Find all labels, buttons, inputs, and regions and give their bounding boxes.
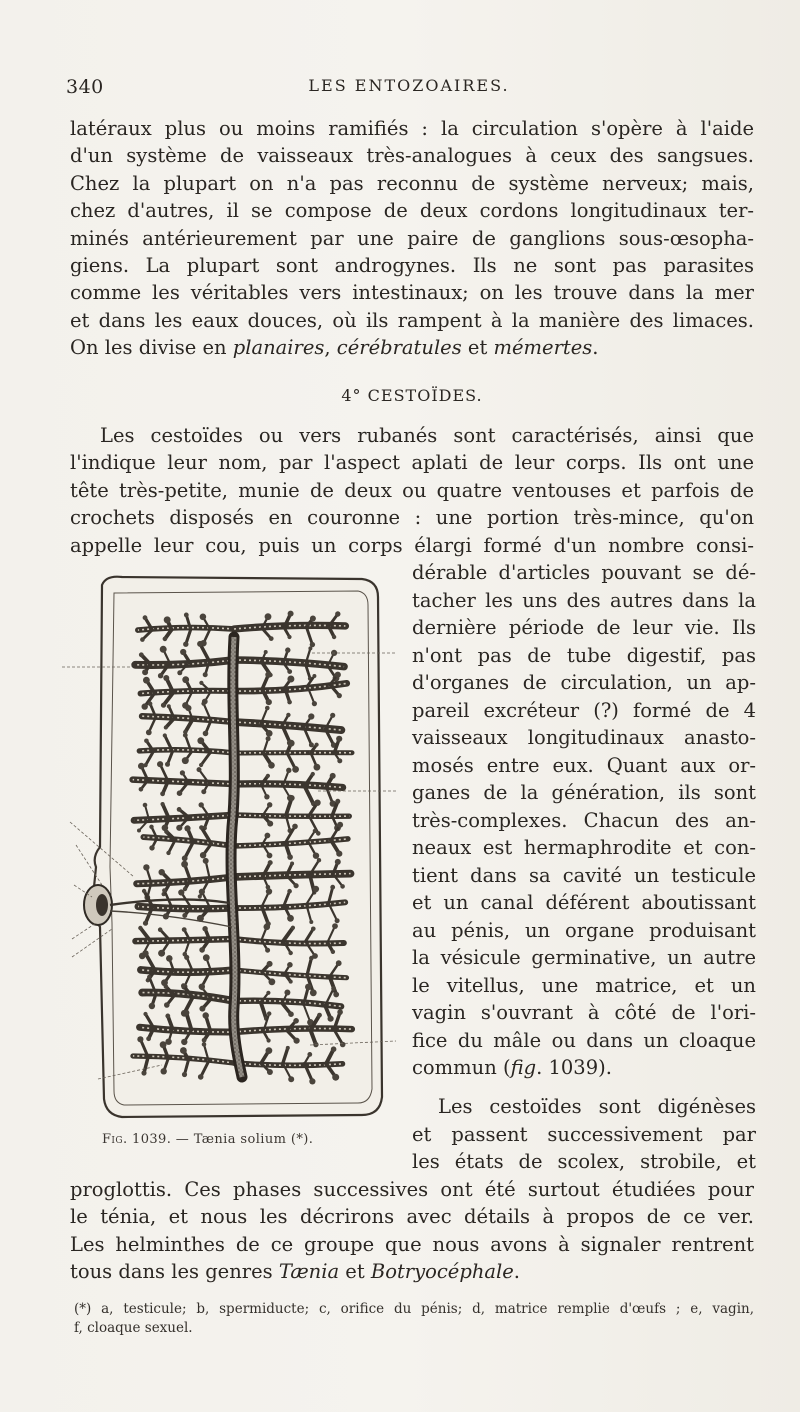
uterus-twig-tip: [180, 649, 186, 655]
uterus-twig-tip: [289, 980, 293, 984]
text-fragment: .: [513, 1260, 520, 1284]
uterus-twig-tip: [267, 1038, 271, 1042]
uterus-twig-tip: [336, 736, 342, 742]
uterus-twig-tip: [266, 699, 272, 705]
uterus-twig-tip: [265, 833, 271, 839]
text-line: le ténia, et nous les décrirons avec détails à propos de ce ver.: [70, 1205, 754, 1229]
text-line: d'un système de vaisseaux très-analogues à ceux des sangsues.: [70, 144, 754, 168]
uterus-twig-tip: [328, 1016, 334, 1022]
uterus-twig-tip: [139, 787, 144, 792]
uterus-twig-tip: [337, 758, 342, 763]
uterus-twig-tip: [176, 825, 182, 831]
uterus-twig-tip: [330, 773, 336, 779]
uterus-twig-tip: [166, 955, 173, 962]
uterus-twig-tip: [294, 883, 299, 888]
text-fragment: .: [592, 336, 599, 360]
uterus-twig-tip: [266, 991, 270, 995]
uterus-twig-tip: [160, 791, 165, 796]
uterus-twig-tip: [180, 770, 185, 775]
uterus-twig-tip: [166, 851, 170, 855]
genus-botryocephale: Botryocéphale: [370, 1260, 514, 1284]
uterus-twig-tip: [143, 864, 149, 870]
uterus-twig-tip: [331, 986, 336, 991]
uterus-twig-tip: [182, 757, 189, 764]
uterus-twig-tip: [199, 889, 205, 895]
uterus-twig-tip: [268, 762, 275, 769]
figure-caption: [102, 1132, 313, 1147]
uterus-twig-tip: [143, 1012, 147, 1016]
uterus-twig-tip: [310, 616, 316, 622]
uterus-twig-tip: [267, 961, 273, 967]
uterus-twig-tip: [162, 888, 166, 892]
uterus-twig-tip: [144, 739, 149, 744]
uterus-twig-tip: [265, 671, 271, 677]
uterus-twig-tip: [202, 1042, 207, 1047]
uterus-twig-tip: [182, 676, 189, 683]
uterus-twig-tip: [185, 705, 191, 711]
uterus-twig-tip: [147, 975, 151, 979]
uterus-twig-tip: [293, 1018, 299, 1024]
uterus-twig-tip: [203, 858, 209, 864]
paragraph-digeneses-column: [412, 1093, 756, 1176]
uterus-twig-tip: [161, 703, 166, 708]
uterus-twig-tip: [309, 920, 313, 924]
uterus-twig-tip: [142, 950, 148, 956]
text-line: comme les véritables vers intestinaux; on les trouve dans la mer: [70, 281, 754, 305]
uterus-twig-tip: [310, 989, 317, 996]
uterus-twig-tip: [287, 915, 294, 922]
uterus-twig-tip: [290, 862, 294, 866]
uterus-twig-tip: [198, 894, 202, 898]
uterus-twig-tip: [267, 821, 273, 827]
uterus-twig-tip: [199, 947, 205, 953]
uterus-twig-tip: [164, 616, 171, 623]
uterus-twig-tip: [331, 950, 335, 954]
text-line: pareil excréteur (?) formé de 4: [412, 698, 756, 722]
uterus-twig-tip: [157, 761, 163, 767]
text-fragment: ,: [324, 336, 337, 360]
uterus-twig-tip: [180, 1047, 187, 1054]
uterus-twig-tip: [337, 822, 343, 828]
uterus-twig-tip: [201, 986, 205, 990]
footnote-line: f, cloaque sexuel.: [74, 1320, 193, 1336]
uterus-twig-tip: [164, 1002, 170, 1008]
uterus-twig-tip: [268, 860, 273, 865]
text-line: vaisseaux longitudinaux anasto-: [412, 726, 756, 749]
uterus-twig-tip: [335, 918, 340, 923]
uterus-twig-tip: [311, 772, 315, 776]
uterus-twig-tip: [266, 888, 272, 894]
uterus-twig-tip: [267, 1069, 273, 1075]
uterus-twig-tip: [146, 730, 152, 736]
uterus-twig-tip: [160, 1041, 167, 1048]
uterus-twig-tip: [158, 673, 163, 678]
uterus-twig-tip: [335, 611, 340, 616]
uterus-twig-tip: [149, 845, 154, 850]
uterus-twig-tip: [309, 1078, 315, 1084]
uterus-twig-tip: [267, 853, 273, 859]
text-fragment: tous dans les genres: [70, 1260, 279, 1284]
uterus-twig-tip: [313, 829, 317, 833]
text-line: la vésicule germinative, un autre: [412, 946, 756, 969]
uterus-twig-tip: [305, 984, 312, 991]
uterus-twig-tip: [332, 923, 338, 929]
uterus-twig-tip: [159, 869, 165, 875]
uterus-twig-tip: [199, 1006, 205, 1012]
uterus-twig-tip: [335, 859, 341, 865]
uterus-twig-tip: [177, 807, 182, 812]
uterus-twig-tip: [340, 1042, 346, 1048]
uterus-twig-tip: [163, 675, 169, 681]
fig-reference: fig: [510, 1056, 537, 1079]
uterus-twig-tip: [264, 650, 268, 654]
uterus-twig-tip: [335, 672, 341, 678]
uterus-twig-tip: [266, 1047, 273, 1054]
uterus-twig-tip: [184, 613, 189, 618]
uterus-twig-tip: [142, 889, 146, 893]
text-line: n'ont pas de tube digestif, pas: [412, 643, 756, 667]
text-line: [412, 1054, 756, 1082]
uterus-twig-tip: [336, 851, 342, 857]
uterus-twig-tip: [287, 669, 292, 674]
text-fragment: . 1039).: [536, 1056, 612, 1079]
text-fragment: et: [339, 1260, 371, 1284]
text-line: mosés entre eux. Quant aux or-: [412, 753, 756, 777]
uterus-twig-tip: [287, 676, 294, 683]
uterus-twig-tip: [177, 790, 183, 796]
uterus-twig-tip: [291, 926, 295, 930]
uterus-twig-tip: [197, 767, 202, 772]
text-fragment: commun (: [412, 1056, 511, 1079]
figure-label: Fig. 1039.: [102, 1132, 172, 1147]
uterus-twig-tip: [138, 926, 142, 930]
uterus-twig-tip: [264, 794, 269, 799]
uterus-twig-tip: [199, 681, 203, 685]
uterus-twig-tip: [158, 927, 163, 932]
uterus-twig-tip: [309, 956, 314, 961]
uterus-twig-tip: [337, 1009, 343, 1015]
caption-dash: —: [171, 1132, 194, 1147]
uterus-twig-tip: [313, 853, 319, 859]
text-line: et passent successivement par: [412, 1122, 756, 1146]
text-line: fice du mâle ou dans un cloaque: [412, 1028, 756, 1052]
uterus-twig-tip: [332, 1074, 339, 1081]
uterus-twig-tip: [286, 1046, 290, 1050]
uterus-twig-tip: [163, 637, 168, 642]
uterus-twig-tip: [336, 960, 342, 966]
uterus-twig-tip: [200, 614, 207, 621]
uterus-twig-tip: [143, 803, 148, 808]
page-header: [66, 76, 752, 100]
uterus-twig-tip: [265, 948, 270, 953]
uterus-twig-tip: [294, 1038, 300, 1044]
uterus-twig-tip: [181, 1039, 187, 1045]
uterus-twig-tip: [265, 706, 270, 711]
uterus-twig-tip: [202, 1038, 207, 1043]
uterus-twig-tip: [311, 927, 316, 932]
uterus-twig-tip: [142, 669, 148, 675]
uterus-twig-tip: [317, 858, 321, 862]
uterus-twig-tip: [287, 889, 292, 894]
uterus-twig-tip: [165, 762, 170, 767]
uterus-twig-tip: [267, 802, 272, 807]
uterus-twig-tip: [203, 731, 209, 737]
paragraph-digeneses-full: [70, 1176, 754, 1286]
uterus-twig-tip: [265, 613, 272, 620]
text-line: tacher les uns des autres dans la: [412, 588, 756, 612]
uterus-twig-tip: [309, 742, 314, 747]
uterus-twig-tip: [182, 927, 187, 932]
proglottid-engraving: [62, 567, 396, 1127]
text-line: dérable d'articles pouvant se dé-: [412, 561, 756, 584]
text-line: minés antérieurement par une paire de ganglions sous-œsopha-: [70, 226, 754, 250]
uterus-twig-tip: [308, 646, 312, 650]
text-line: Les helminthes de ce groupe que nous avons à signaler rentrent: [70, 1232, 754, 1256]
uterus-twig-tip: [167, 704, 171, 708]
uterus-twig-tip: [286, 713, 290, 717]
running-title: LES ENTOZOAIRES.: [308, 76, 510, 95]
uterus-twig-tip: [140, 637, 145, 642]
text-line: et dans les eaux douces, où ils rampent à la manière des limaces.: [70, 308, 754, 332]
uterus-twig-tip: [138, 763, 145, 770]
uterus-twig-tip: [161, 1068, 167, 1074]
uterus-twig-tip: [288, 1011, 294, 1017]
uterus-twig-tip: [163, 733, 167, 737]
genital-pore-inner: [96, 894, 108, 916]
uterus-twig-tip: [287, 962, 293, 968]
text-line: latéraux plus ou moins ramifiés : la circulation s'opère à l'aide: [70, 117, 754, 140]
uterus-twig-tip: [284, 990, 290, 996]
uterus-twig-tip: [182, 1072, 187, 1077]
uterus-twig-tip: [198, 1074, 204, 1080]
text-line: Chez la plupart on n'a pas reconnu de système nerveux; mais,: [70, 171, 754, 195]
caption-title: Tænia solium (*).: [193, 1132, 314, 1147]
text-line: [70, 1258, 754, 1285]
text-line: ganes de la génération, ils sont: [412, 781, 756, 804]
uterus-twig-tip: [266, 730, 273, 737]
uterus-twig-tip: [197, 737, 204, 744]
text-line: l'indique leur nom, par l'aspect aplati de leur corps. Ils ont une: [70, 451, 754, 475]
uterus-twig-tip: [312, 701, 317, 706]
uterus-twig-tip: [181, 861, 188, 868]
text-line: tête très-petite, munie de deux ou quatre ventouses et parfois de: [70, 478, 754, 502]
text-line: dernière période de leur vie. Ils: [412, 616, 756, 639]
text-line: proglottis. Ces phases successives ont été surtout étudiées pour: [70, 1178, 754, 1201]
uterus-twig-tip: [141, 1070, 146, 1075]
uterus-twig-tip: [331, 1046, 337, 1052]
uterus-twig-tip: [203, 672, 208, 677]
uterus-twig-tip: [201, 701, 205, 705]
paragraph-cestoides-intro: [70, 422, 754, 559]
uterus-twig-tip: [137, 1036, 143, 1042]
uterus-twig-tip: [184, 955, 189, 960]
text-line: chez d'autres, il se compose de deux cordons longitudinaux ter-: [70, 199, 754, 223]
uterus-twig-tip: [269, 978, 276, 985]
uterus-twig-tip: [201, 789, 206, 794]
uterus-twig-tip: [335, 799, 340, 804]
uterus-twig-tip: [292, 824, 298, 830]
uterus-twig-tip: [158, 950, 165, 957]
uterus-twig-tip: [266, 736, 271, 741]
uterus-twig-tip: [285, 647, 290, 652]
uterus-twig-tip: [149, 825, 153, 829]
uterus-twig-tip: [269, 636, 274, 641]
uterus-twig-tip: [288, 1076, 294, 1082]
uterus-twig-tip: [317, 1013, 322, 1018]
uterus-twig-tip: [199, 763, 203, 767]
text-line: au pénis, un organe produisant: [412, 918, 756, 942]
uterus-twig-tip: [288, 611, 294, 617]
uterus-twig-tip: [178, 889, 184, 895]
text-line: crochets disposés en couronne : une portion très-mince, qu'on: [70, 506, 754, 530]
uterus-twig-tip: [164, 984, 169, 989]
text-line: giens. La plupart sont androgynes. Ils ne sont pas parasites: [70, 254, 754, 278]
uterus-twig-tip: [177, 670, 182, 675]
uterus-twig-tip: [313, 886, 319, 892]
uterus-twig-tip: [139, 652, 144, 657]
term-planaires: planaires: [232, 336, 325, 360]
term-memertes: mémertes: [493, 336, 593, 360]
uterus-twig-tip: [330, 713, 335, 718]
text-line: tient dans sa cavité un testicule: [412, 863, 756, 887]
uterus-twig-tip: [183, 642, 188, 647]
uterus-twig-tip: [164, 726, 168, 730]
uterus-twig-tip: [143, 615, 148, 620]
uterus-twig-tip: [142, 703, 148, 709]
text-line: Les cestoïdes ou vers rubanés sont caractérisés, ainsi que: [100, 424, 754, 447]
text-fragment: et: [461, 336, 494, 360]
uterus-twig-tip: [184, 825, 190, 831]
uterus-twig-tip: [143, 921, 148, 926]
text-line: les états de scolex, strobile, et: [412, 1150, 756, 1173]
uterus-twig-tip: [307, 1052, 312, 1057]
uterus-twig-tip: [200, 852, 206, 858]
uterus-twig-tip: [267, 1011, 271, 1015]
uterus-twig-tip: [149, 1003, 155, 1009]
text-fragment: On les divise en: [70, 336, 233, 360]
uterus-twig-tip: [287, 854, 293, 860]
uterus-twig-tip: [137, 829, 141, 833]
taenia-solium-illustration: [62, 567, 396, 1127]
paragraph-planaires: [70, 115, 754, 362]
uterus-twig-tip: [337, 693, 342, 698]
page-number: 340: [66, 76, 104, 98]
text-line: appelle leur cou, puis un corps élargi formé d'un nombre consi-: [70, 533, 754, 557]
uterus-twig-tip: [287, 700, 292, 705]
uterus-twig-tip: [199, 802, 204, 807]
uterus-twig-tip: [182, 855, 188, 861]
uterus-twig-tip: [183, 733, 188, 738]
uterus-twig-tip: [332, 635, 336, 639]
text-line: d'organes de circulation, un ap-: [412, 671, 756, 694]
uterus-twig-tip: [314, 764, 321, 771]
uterus-twig-tip: [333, 992, 339, 998]
uterus-twig-tip: [266, 774, 270, 778]
uterus-twig-tip: [203, 954, 210, 961]
text-line: le vitellus, une matrice, et un: [412, 973, 756, 997]
uterus-twig-tip: [287, 635, 291, 639]
text-line: vagin s'ouvrant à côté de l'ori-: [412, 1001, 756, 1024]
uterus-twig-tip: [264, 924, 271, 931]
genus-taenia: Tænia: [278, 1260, 340, 1284]
term-cerebratules: cérébratules: [336, 336, 462, 360]
uterus-twig-tip: [183, 1010, 189, 1016]
uterus-twig-tip: [289, 795, 295, 801]
uterus-twig-tip: [203, 1012, 209, 1018]
uterus-twig-tip: [165, 1014, 170, 1019]
uterus-twig-tip: [330, 885, 335, 890]
uterus-twig-tip: [308, 713, 314, 719]
uterus-twig-tip: [202, 926, 207, 931]
paragraph-cestoides-column: [412, 559, 756, 1082]
uterus-twig-tip: [197, 641, 203, 647]
uterus-twig-tip: [160, 646, 167, 653]
footnote: [74, 1300, 754, 1338]
uterus-twig-tip: [292, 766, 299, 773]
uterus-twig-tip: [148, 701, 153, 706]
uterus-twig-tip: [289, 951, 293, 955]
uterus-twig-tip: [181, 983, 186, 988]
text-line: [70, 334, 754, 361]
uterus-twig-tip: [143, 677, 150, 684]
uterus-twig-tip: [146, 1036, 151, 1041]
text-line: et un canal déférent aboutissant: [412, 891, 756, 914]
uterus-twig-tip: [314, 800, 320, 806]
uterus-twig-tip: [340, 884, 345, 889]
section-heading: 4° CESTOÏDES.: [341, 386, 483, 405]
uterus-twig-tip: [161, 802, 165, 806]
uterus-twig-tip: [164, 830, 168, 834]
uterus-twig-tip: [199, 825, 204, 830]
text-line: Les cestoïdes sont digénèses: [438, 1095, 756, 1118]
text-line: neaux est hermaphrodite et con-: [412, 836, 756, 859]
uterus-twig-tip: [286, 768, 291, 773]
uterus-twig-tip: [182, 913, 187, 918]
text-line: très-complexes. Chacun des an-: [412, 808, 756, 832]
uterus-twig-tip: [288, 740, 295, 747]
uterus-twig-tip: [315, 743, 319, 747]
uterus-twig-tip: [312, 674, 316, 678]
footnote-line: (*) a, testicule; b, spermiducte; c, orifice du pénis; d, matrice remplie d'œufs ; e, vagin,: [74, 1301, 754, 1317]
